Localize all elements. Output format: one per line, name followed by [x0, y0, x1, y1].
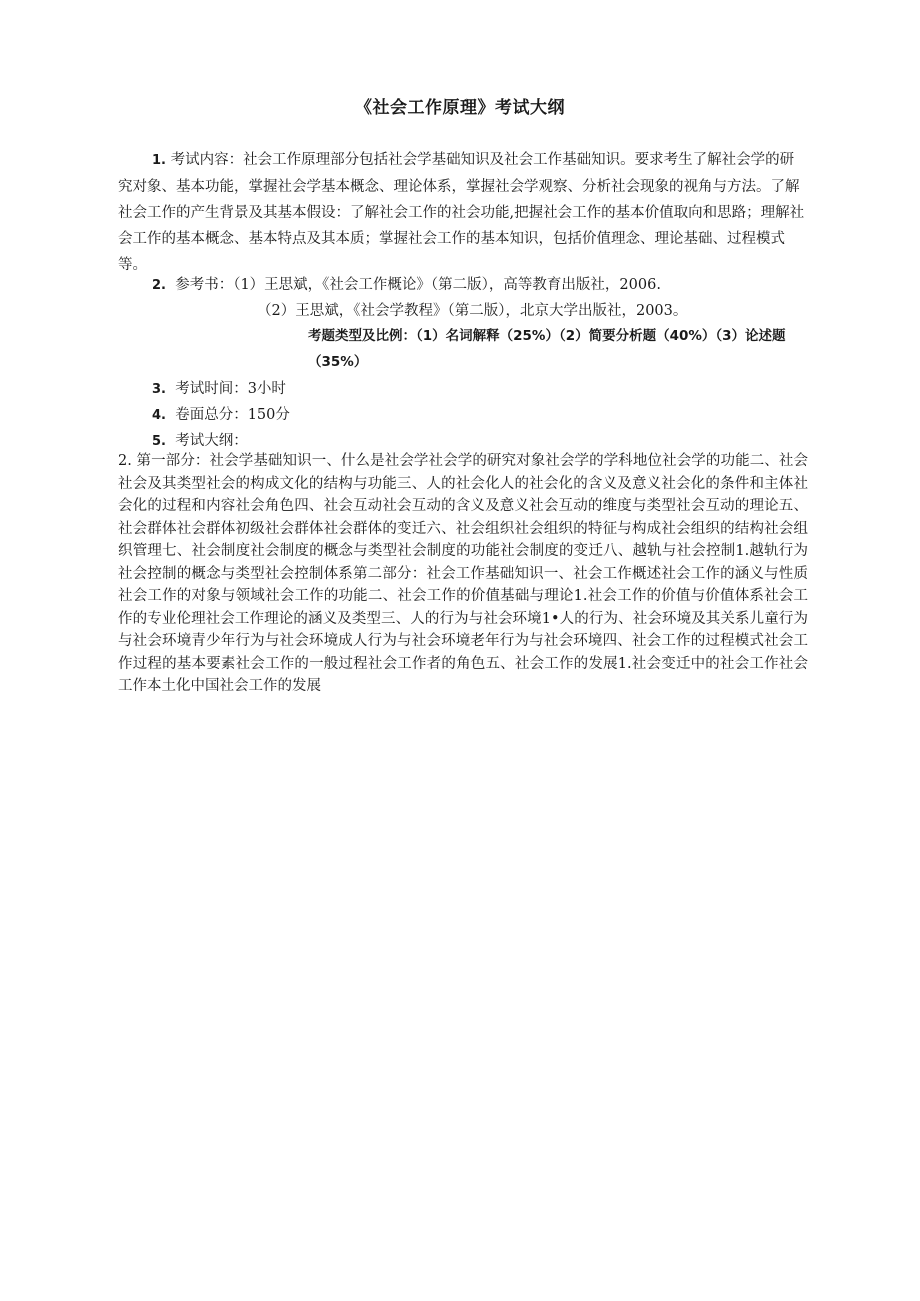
reference-1: （1）王思斌，《社会工作概论》（第二版），高等教育出版社，2006.: [233, 277, 661, 293]
reference-book-line-1: [152, 272, 661, 299]
item-number: 5.: [152, 434, 166, 449]
exam-time-line: [152, 376, 286, 403]
item-number: 2.: [152, 278, 166, 293]
exam-types-ratio: 考题类型及比例：（1）名词解释（25%）（2）简要分析题（40%）（3）论述题（35%）: [308, 328, 786, 370]
reference-book-line-2: [257, 298, 687, 324]
total-score-text: 卷面总分：150分: [175, 407, 290, 423]
exam-content-text: 考试内容：社会工作原理部分包括社会学基础知识及社会工作基础知识。要求考生了解社会学的研究对象、基本功能，掌握社会学基本概念、理论体系，掌握社会学观察、分析社会现象的视角与方法。了解社会工作的产生背景及其基本假设：了解社会工作的社会功能,把握社会工作的基本价值取向和思路；理解社会工作的基本概念、基本特点及其本质；掌握社会工作的基本知识，包括价值理念、理论基础、过程模式等。: [118, 152, 805, 273]
item-number: 1.: [152, 153, 166, 168]
outline-body-paragraph: 2. 第一部分：社会学基础知识一、什么是社会学社会学的研究对象社会学的学科地位社会学的功能二、社会社会及其类型社会的构成文化的结构与功能三、人的社会化人的社会化的含义及意义社会化的条件和主体社会化的过程和内容社会角色四、社会互动社会互动的含义及意义社会互动的维度与类型社会互动的理论五、社会群体社会群体初级社会群体社会群体的变迁六、社会组织社会组织的特征与构成社会组织的结构社会组织管理七、社会制度社会制度的概念与类型社会制度的功能社会制度的变迁八、越轨与社会控制1.越轨行为社会控制的概念与类型社会控制体系第二部分：社会工作基础知识一、社会工作概述社会工作的涵义与性质社会工作的对象与领域社会工作的功能二、社会工作的价值基础与理论1.社会工作的价值与价值体系社会工作的专业伦理社会工作理论的涵义及类型三、人的行为与社会环境1•人的行为、社会环境及其关系儿童行为与社会环境青少年行为与社会环境成人行为与社会环境老年行为与社会环境四、社会工作的过程模式社会工作过程的基本要素社会工作的一般过程社会工作者的角色五、社会工作的发展1.社会变迁中的社会工作社会工作本土化中国社会工作的发展: [118, 453, 808, 694]
exam-content-paragraph: [118, 147, 806, 278]
exam-time-text: 考试时间：3小时: [175, 381, 286, 397]
item-number: 4.: [152, 408, 166, 423]
reference-2: （2）王思斌，《社会学教程》（第二版），北京大学出版社，2003。: [257, 303, 688, 319]
total-score-line: [152, 402, 290, 429]
exam-outline-label: 考试大纲：: [175, 433, 248, 449]
document-title: 《社会工作原理》考试大纲: [355, 98, 565, 118]
item-number: 3.: [152, 382, 166, 397]
reference-label: 参考书：: [175, 277, 234, 293]
